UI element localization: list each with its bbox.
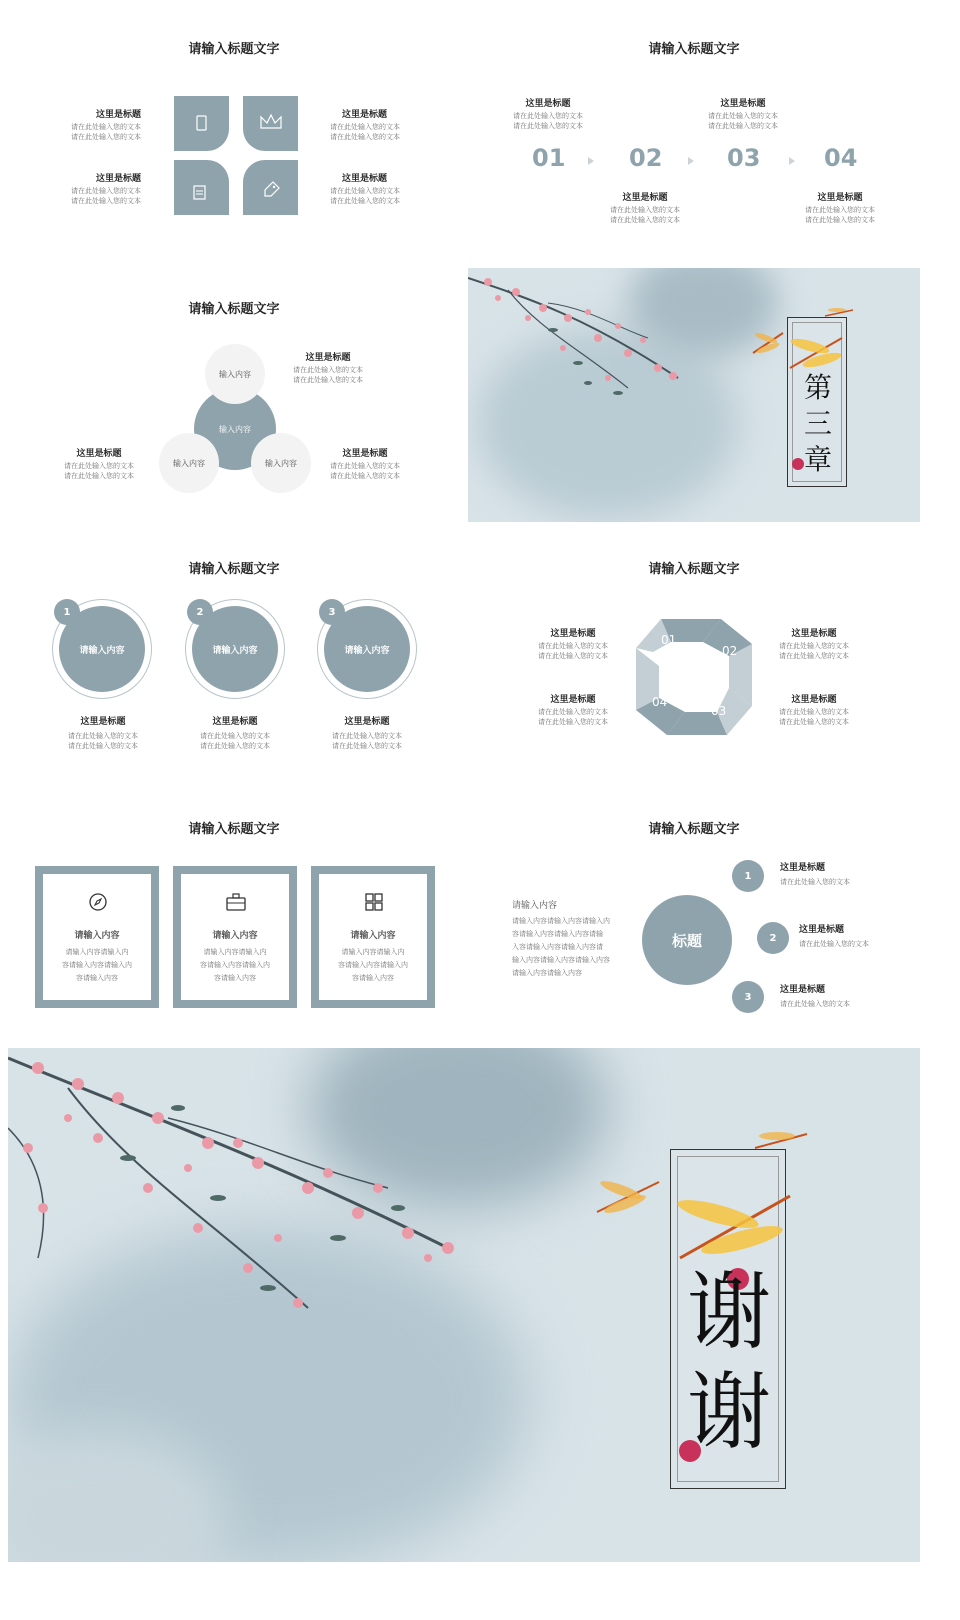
item-text: 请在此处输入您的文本 [805,206,875,214]
item-text: 请在此处输入您的文本 [779,652,849,660]
number-badge: 2 [187,599,213,625]
item-title: 这里是标题 [622,193,668,203]
item-title: 这里是标题 [780,985,826,995]
content-card [35,866,159,1008]
item-block [330,107,430,142]
slide-title: 请输入标题文字 [188,822,280,837]
item-text: 请在此处输入您的文本 [805,216,875,224]
number-badge: 3 [732,981,764,1013]
intro-block [512,898,632,980]
clipboard-tile [174,160,229,215]
briefcase-icon [225,892,247,912]
card-text: 请输入内容请输入内 [65,948,129,956]
content-card [173,866,297,1008]
item-text: 请在此处输入您的文本 [610,216,680,224]
item-text: 请在此处输入您的文本 [779,708,849,716]
chapter-char: 第 [803,371,832,404]
dragonfly-icon [786,332,850,372]
item-title: 这里是标题 [791,695,837,705]
number-badge: 1 [732,860,764,892]
intro-text: 容请输入内容请输入内容请输 [512,930,603,938]
item-text: 请在此处输入您的文本 [513,112,583,120]
slide-title: 请输入标题文字 [648,822,740,837]
right-circle: 输入内容 [251,433,311,493]
intro-title: 请输入内容 [512,901,558,911]
item-text: 请在此处输入您的文本 [64,472,134,480]
chapter-char: 章 [803,443,832,476]
item-title: 这里是标题 [95,174,141,184]
dragonfly-icon [748,328,788,358]
slide-8 [468,788,920,1042]
slide-7 [8,788,460,1042]
item-block [322,714,412,751]
cycle-label: 02 [722,644,738,658]
item-text: 请在此处输入您的文本 [708,122,778,130]
step-arrow [588,157,594,165]
item-block [190,714,280,751]
item-text: 请在此处输入您的文本 [538,652,608,660]
phone-tile [174,96,229,151]
item-text: 请在此处输入您的文本 [610,206,680,214]
item-block [528,626,618,661]
item-title: 这里是标题 [791,629,837,639]
compass-icon [88,892,108,912]
item-text: 请在此处输入您的文本 [538,718,608,726]
item-title: 这里是标题 [76,449,122,459]
slide-title: 请输入标题文字 [188,42,280,57]
item-text: 请在此处输入您的文本 [330,462,400,470]
item-block [503,96,593,131]
item-title: 这里是标题 [817,193,863,203]
ring-label: 请输入内容 [324,606,410,692]
ring-label: 请输入内容 [192,606,278,692]
item-block [780,860,900,887]
step-number: 02 [629,144,663,172]
item-text: 请在此处输入您的文本 [513,122,583,130]
top-circle: 输入内容 [205,344,265,404]
item-text: 请在此处输入您的文本 [293,376,363,384]
item-title: 这里是标题 [799,925,845,935]
item-text: 请在此处输入您的文本 [64,462,134,470]
step-number: 04 [824,144,858,172]
intro-text: 请输入内容请输入内容请输入内 [512,917,610,925]
item-text: 请在此处输入您的文本 [330,197,400,205]
chapter-slide [468,268,920,522]
cycle-label: 03 [711,704,727,718]
item-text: 请在此处输入您的文本 [330,187,400,195]
phone-icon [174,96,229,151]
content-card [311,866,435,1008]
step-arrow [688,157,694,165]
item-text: 请在此处输入您的文本 [200,742,270,750]
number-badge: 3 [319,599,345,625]
item-title: 这里是标题 [344,717,390,727]
cycle-label: 01 [661,633,677,647]
item-title: 这里是标题 [80,717,126,727]
item-block [54,446,144,481]
item-text: 请在此处输入您的文本 [68,732,138,740]
item-text: 请在此处输入您的文本 [330,133,400,141]
item-text: 请在此处输入您的文本 [779,718,849,726]
item-title: 这里是标题 [342,110,388,120]
dragonfly-icon [670,1188,800,1268]
item-block [283,350,373,385]
intro-text: 入容请输入内容请输入内容请 [512,943,603,951]
item-title: 这里是标题 [342,449,388,459]
step-arrow [789,157,795,165]
intro-text: 请输入内容请输入内容 [512,969,582,977]
card-title: 请输入内容 [74,931,120,941]
thanks-slide [8,1048,920,1562]
item-text: 请在此处输入您的文本 [799,940,869,948]
item-text: 请在此处输入您的文本 [293,366,363,374]
item-block [330,171,430,206]
center-circle: 输入内容 [194,388,276,470]
item-title: 这里是标题 [550,695,596,705]
card-text: 容请输入内容请输入内 [200,961,270,969]
item-text: 请在此处输入您的文本 [538,642,608,650]
step-number: 03 [727,144,761,172]
grid-icon [364,892,384,912]
card-text: 请输入内容请输入内 [341,948,405,956]
card-text: 容请输入内容请输入内 [338,961,408,969]
item-text: 请在此处输入您的文本 [200,732,270,740]
intro-text: 输入内容请输入内容请输入内容 [512,956,610,964]
card-title: 请输入内容 [212,931,258,941]
center-circle: 标题 [642,895,732,985]
card-text: 容请输入内容 [352,974,394,982]
item-title: 这里是标题 [212,717,258,727]
item-block [698,96,788,131]
blossom-branch [8,1048,488,1348]
crown-icon [243,96,298,151]
item-text: 请在此处输入您的文本 [68,742,138,750]
dragonfly-icon [593,1176,663,1216]
card-text: 容请输入内容请输入内 [62,961,132,969]
item-text: 请在此处输入您的文本 [71,197,141,205]
item-text: 请在此处输入您的文本 [538,708,608,716]
number-badge: 1 [54,599,80,625]
slide-title: 请输入标题文字 [648,42,740,57]
slide-title: 请输入标题文字 [648,562,740,577]
item-block [528,692,618,727]
item-block [799,922,919,949]
item-block [600,190,690,225]
chapter-char: 三 [803,407,832,440]
card-text: 容请输入内容 [214,974,256,982]
left-circle: 输入内容 [159,433,219,493]
thanks-char: 谢 [686,1263,771,1361]
item-block [769,692,859,727]
card-title: 请输入内容 [350,931,396,941]
item-title: 这里是标题 [780,863,826,873]
item-text: 请在此处输入您的文本 [780,1000,850,1008]
item-text: 请在此处输入您的文本 [780,878,850,886]
step-number: 01 [532,144,566,172]
item-text: 请在此处输入您的文本 [332,742,402,750]
item-text: 请在此处输入您的文本 [779,642,849,650]
cycle-label: 04 [652,695,668,709]
item-title: 这里是标题 [720,99,766,109]
slide-3 [8,268,460,522]
thanks-char: 谢 [686,1363,771,1461]
item-text: 请在此处输入您的文本 [71,133,141,141]
item-text: 请在此处输入您的文本 [71,123,141,131]
item-block [769,626,859,661]
number-badge: 2 [757,922,789,954]
item-text: 请在此处输入您的文本 [330,123,400,131]
item-text: 请在此处输入您的文本 [708,112,778,120]
ring-label: 请输入内容 [59,606,145,692]
tag-tile [243,160,298,215]
item-block [795,190,885,225]
slide-title: 请输入标题文字 [188,302,280,317]
item-title: 这里是标题 [305,353,351,363]
card-text: 请输入内容请输入内 [203,948,267,956]
card-text: 容请输入内容 [76,974,118,982]
item-title: 这里是标题 [550,629,596,639]
item-title: 这里是标题 [95,110,141,120]
item-text: 请在此处输入您的文本 [330,472,400,480]
item-text: 请在此处输入您的文本 [332,732,402,740]
item-text: 请在此处输入您的文本 [71,187,141,195]
item-title: 这里是标题 [525,99,571,109]
item-block [48,107,141,142]
slide-1 [8,8,460,262]
tag-icon [243,160,298,215]
slide-2 [468,8,920,262]
slide-6 [468,528,920,782]
item-block [780,982,900,1009]
item-block [58,714,148,751]
slide-5 [8,528,460,782]
slide-title: 请输入标题文字 [188,562,280,577]
blossom-branch [468,268,708,418]
item-block [48,171,141,206]
item-title: 这里是标题 [342,174,388,184]
item-block [320,446,410,481]
cycle-arrows [631,614,757,740]
clipboard-icon [174,160,229,215]
crown-tile [243,96,298,151]
